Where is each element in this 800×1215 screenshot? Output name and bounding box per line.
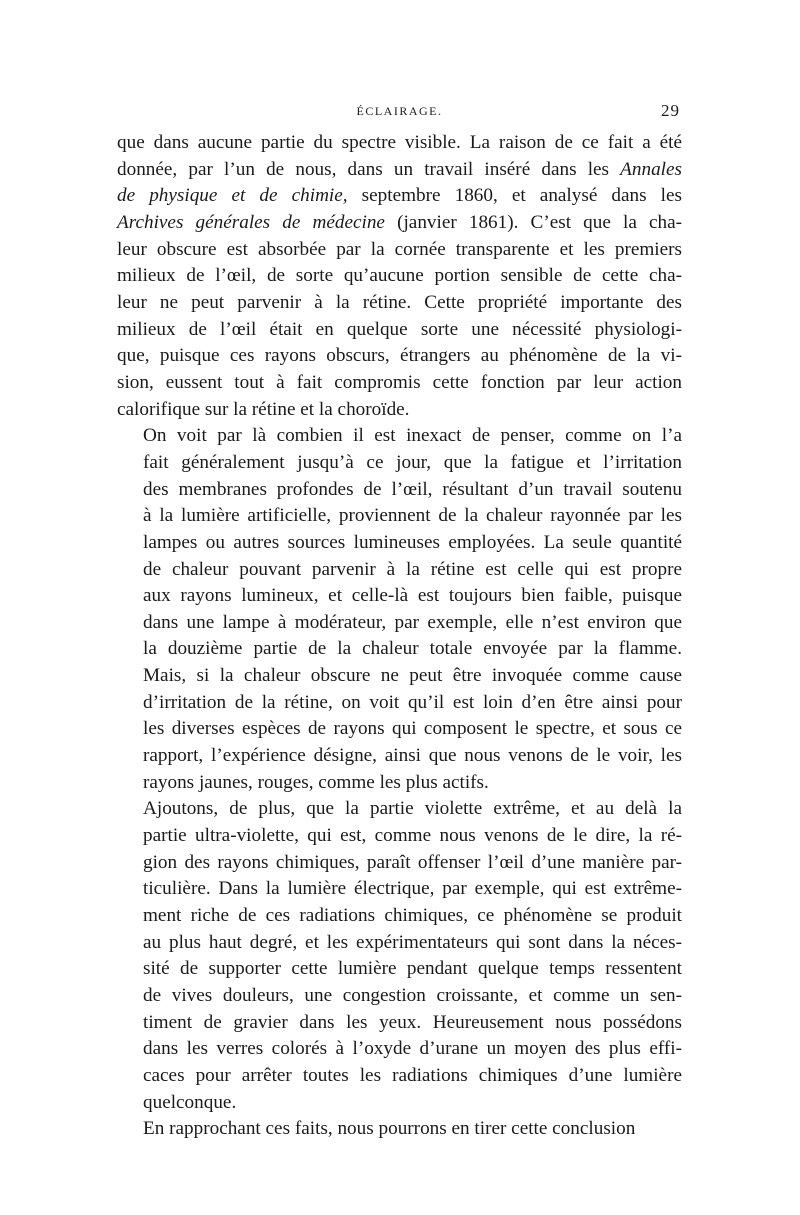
text-line: [117, 183, 682, 210]
text-run: gion des rayons chimiques, paraît offenser l’œil d’une manière par-: [143, 851, 682, 873]
text-run: ment riche de ces radiations chimiques, ce phénomène se produit: [143, 905, 682, 927]
text-run: En rapprochant ces faits, nous pourrons en tirer cette conclusion: [143, 1118, 636, 1140]
paragraph: [117, 423, 682, 796]
text-line: [117, 956, 682, 983]
text-run: sité de supporter cette lumière pendant quelque temps ressentent: [143, 958, 682, 980]
text-line: [117, 796, 682, 823]
text-run: des membranes profondes de l’œil, résultant d’un travail soutenu: [143, 478, 682, 500]
text-line: [117, 690, 682, 717]
running-head: [117, 96, 682, 130]
text-line: [117, 636, 682, 663]
italic-title: Archives générales de médecine: [117, 211, 385, 233]
text-line: [117, 343, 682, 370]
text-run: ticulière. Dans la lumière électrique, par exemple, qui est extrême-: [143, 878, 682, 900]
text-run: caces pour arrêter toutes les radiations chimiques d’une lumière: [143, 1064, 682, 1086]
text-line: [117, 743, 682, 770]
text-line: [117, 716, 682, 743]
text-line: [117, 263, 682, 290]
text-run: les diverses espèces de rayons qui composent le spectre, et sous ce: [143, 718, 682, 740]
text-line: [117, 1090, 682, 1117]
paragraph: [117, 1116, 682, 1143]
text-line: [117, 530, 682, 557]
text-line: [117, 770, 682, 797]
text-line: [117, 876, 682, 903]
text-run: que, puisque ces rayons obscurs, étrangers au phénomène de la vi-: [117, 345, 682, 367]
text-run: milieux de l’œil était en quelque sorte une nécessité physiologi-: [117, 318, 682, 340]
text-line: [117, 503, 682, 530]
text-line: [117, 930, 682, 957]
text-line: [117, 397, 682, 424]
text-run: que dans aucune partie du spectre visible. La raison de ce fait a été: [117, 132, 682, 153]
text-run: septembre 1860, et analysé dans les: [347, 185, 682, 207]
text-run: aux rayons lumineux, et celle-là est toujours bien faible, puisque: [143, 585, 682, 607]
text-run: d’irritation de la rétine, on voit qu’il est loin d’en être ainsi pour: [143, 691, 682, 713]
italic-title: de physique et de chimie,: [117, 185, 348, 207]
text-run: lampes ou autres sources lumineuses employées. La seule quantité: [143, 531, 682, 553]
text-line: [117, 1010, 682, 1037]
paragraph: [117, 796, 682, 1116]
text-line: [117, 130, 682, 157]
text-line: [117, 423, 682, 450]
text-line: [117, 983, 682, 1010]
text-line: [117, 1116, 682, 1143]
text-run: rapport, l’expérience désigne, ainsi que nous venons de le voir, les: [143, 745, 682, 767]
text-run: quelconque.: [143, 1091, 237, 1113]
text-run: On voit par là combien il est inexact de penser, comme on l’a: [143, 425, 682, 447]
text-run: calorifique sur la rétine et la choroïde.: [117, 398, 410, 420]
text-run: de chaleur pouvant parvenir à la rétine est celle qui est propre: [143, 558, 682, 580]
text-line: [117, 663, 682, 690]
text-line: [117, 610, 682, 637]
text-run: (janvier 1861). C’est que la cha-: [384, 211, 683, 233]
text-run: dans une lampe à modérateur, par exemple, elle n’est environ que: [143, 611, 682, 633]
italic-title: Annales: [620, 158, 682, 180]
text-line: [117, 317, 682, 344]
text-run: donnée, par l’un de nous, dans un travail inséré dans les: [117, 158, 621, 180]
body-text: [117, 130, 682, 1143]
text-run: Mais, si la chaleur obscure ne peut être invoquée comme cause: [143, 665, 682, 687]
page-number: 29: [661, 101, 680, 120]
text-line: [117, 583, 682, 610]
text-run: timent de gravier dans les yeux. Heureusement nous possédons: [143, 1011, 682, 1033]
text-line: [117, 903, 682, 930]
text-line: [117, 450, 682, 477]
paragraph: [117, 130, 682, 423]
text-run: à la lumière artificielle, proviennent de la chaleur rayonnée par les: [143, 505, 682, 527]
text-run: la douzième partie de la chaleur totale envoyée par la flamme.: [143, 638, 682, 660]
text-run: milieux de l’œil, de sorte qu’aucune portion sensible de cette cha-: [117, 265, 682, 287]
text-run: au plus haut degré, et les expérimentateurs qui sont dans la néces-: [143, 931, 682, 953]
text-run: leur ne peut parvenir à la rétine. Cette propriété importante des: [117, 291, 682, 313]
text-line: [117, 370, 682, 397]
text-run: partie ultra-violette, qui est, comme nous venons de le dire, la ré-: [143, 825, 682, 847]
text-run: fait généralement jusqu’à ce jour, que la fatigue et l’irritation: [143, 451, 682, 473]
text-run: de vives douleurs, une congestion croissante, et comme un sen-: [143, 985, 682, 1006]
text-run: dans les verres colorés à l’oxyde d’urane un moyen des plus effi-: [143, 1038, 682, 1060]
text-run: leur obscure est absorbée par la cornée transparente et les premiers: [117, 238, 682, 260]
book-page: [117, 96, 682, 1143]
text-line: [117, 477, 682, 504]
text-line: [117, 290, 682, 317]
text-line: [117, 1063, 682, 1090]
text-line: [117, 850, 682, 877]
text-line: [117, 210, 682, 237]
text-line: [117, 237, 682, 264]
running-title: ÉCLAIRAGE.: [356, 104, 443, 118]
text-line: [117, 823, 682, 850]
text-line: [117, 557, 682, 584]
text-line: [117, 1036, 682, 1063]
text-run: rayons jaunes, rouges, comme les plus actifs.: [143, 771, 489, 793]
text-run: Ajoutons, de plus, que la partie violette extrême, et au delà la: [143, 798, 682, 820]
text-line: [117, 157, 682, 184]
text-run: sion, eussent tout à fait compromis cette fonction par leur action: [117, 371, 682, 393]
